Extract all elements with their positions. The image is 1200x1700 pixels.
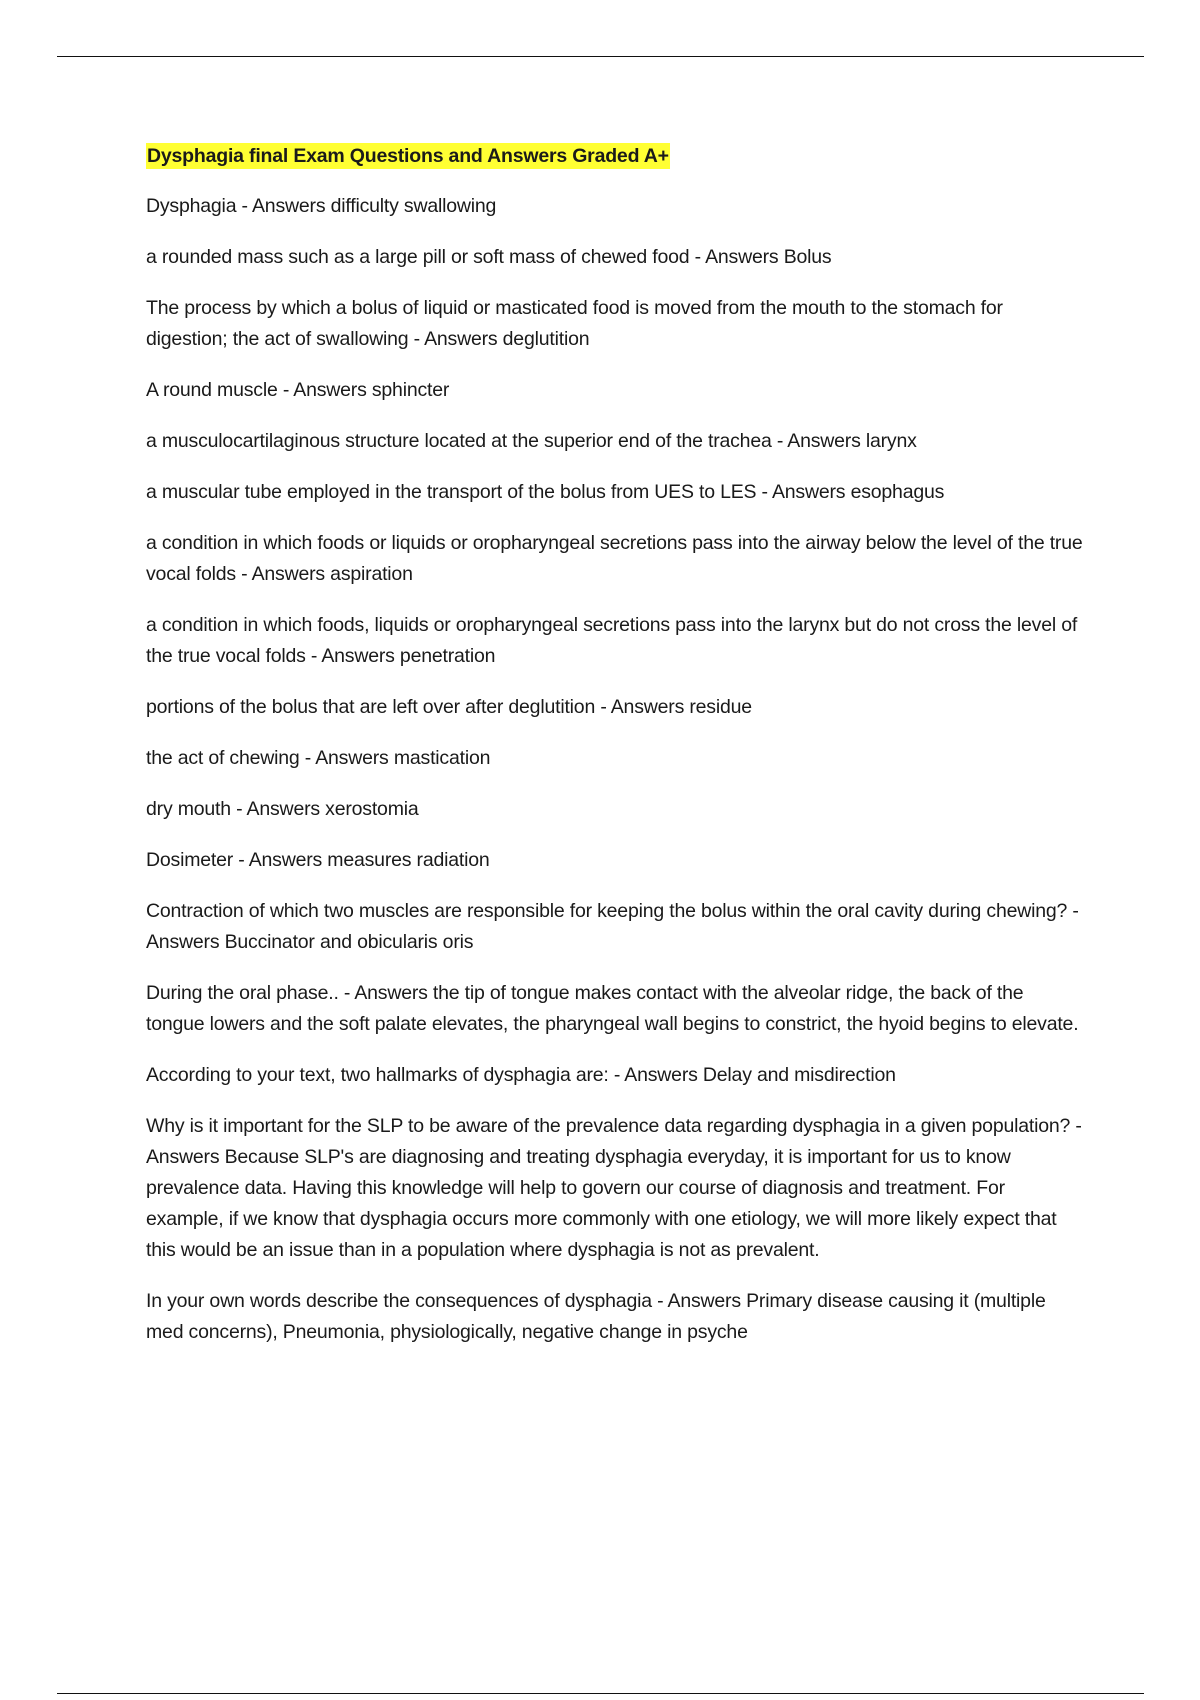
header-rule	[57, 56, 1144, 57]
qa-item: In your own words describe the consequences of dysphagia - Answers Primary disease causing it (multiple med concerns), Pneumonia, physiologically, negative change in psyche	[146, 1290, 1046, 1343]
document-body	[146, 143, 1086, 1368]
document-title: Dysphagia final Exam Questions and Answers Graded A+	[147, 145, 669, 167]
qa-item: The process by which a bolus of liquid or masticated food is moved from the mouth to the stomach for digestion; the act of swallowing - Answers deglutition	[146, 297, 1003, 350]
footer-rule	[57, 1693, 1144, 1694]
qa-item: Contraction of which two muscles are responsible for keeping the bolus within the oral cavity during chewing? - Answers Buccinator and obicularis oris	[146, 900, 1079, 953]
qa-item: a rounded mass such as a large pill or soft mass of chewed food - Answers Bolus	[146, 246, 832, 268]
qa-item: During the oral phase.. - Answers the tip of tongue makes contact with the alveolar ridge, the back of the tongue lowers and the soft palate elevates, the pharyngeal wall begins to constrict, the hyoid begins to elevate.	[146, 982, 1079, 1035]
qa-item: portions of the bolus that are left over after deglutition - Answers residue	[146, 696, 752, 718]
qa-item: dry mouth - Answers xerostomia	[146, 798, 419, 820]
qa-item: the act of chewing - Answers mastication	[146, 747, 491, 769]
qa-item: a musculocartilaginous structure located at the superior end of the trachea - Answers larynx	[146, 430, 917, 452]
qa-item: a condition in which foods or liquids or oropharyngeal secretions pass into the airway below the level of the true vocal folds - Answers aspiration	[146, 532, 1083, 585]
qa-item: a condition in which foods, liquids or oropharyngeal secretions pass into the larynx but do not cross the level of the true vocal folds - Answers penetration	[146, 614, 1078, 667]
qa-item: a muscular tube employed in the transport of the bolus from UES to LES - Answers esophagus	[146, 481, 945, 503]
qa-item: According to your text, two hallmarks of dysphagia are: - Answers Delay and misdirection	[146, 1064, 896, 1086]
qa-item: Why is it important for the SLP to be aware of the prevalence data regarding dysphagia in a given population? - Answers Because SLP's are diagnosing and treating dysphagia everyday, it is important for us to know prevalence data. Having this knowledge will help to govern our course of diagnosis and treatment. For example, if we know that dysphagia occurs more commonly with one etiology, we will more likely expect that this would be an issue than in a population where dysphagia is not as prevalent.	[146, 1115, 1082, 1261]
qa-item: Dosimeter - Answers measures radiation	[146, 849, 490, 871]
qa-item: A round muscle - Answers sphincter	[146, 379, 450, 401]
qa-item: Dysphagia - Answers difficulty swallowing	[146, 195, 497, 217]
